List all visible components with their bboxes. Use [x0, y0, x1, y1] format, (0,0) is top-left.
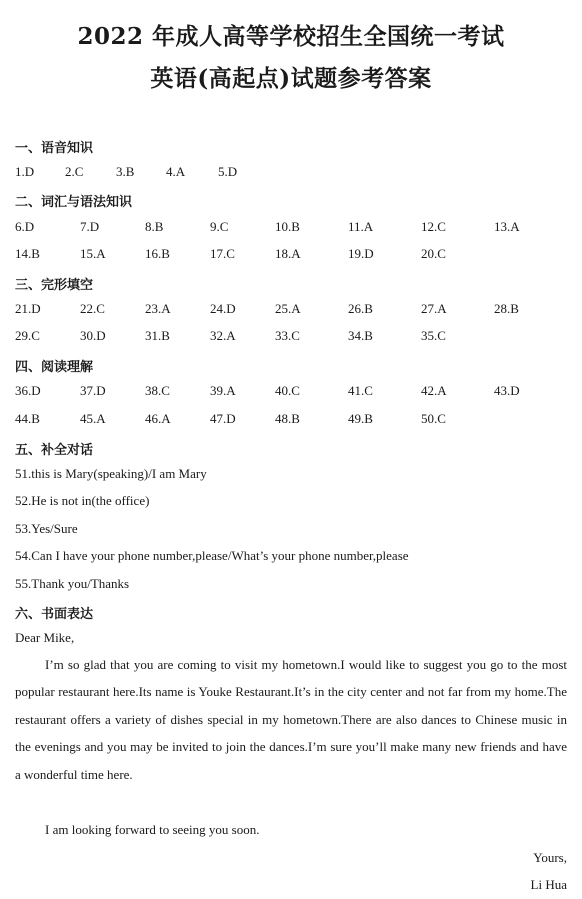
answer-item: 9.C [210, 219, 229, 234]
answer-item: 49.B [348, 411, 373, 426]
dialogue-answer-55: 55.Thank you/Thanks [15, 576, 130, 591]
page-subtitle: 英语(高起点)试题参考答案 [150, 65, 432, 92]
answer-item: 24.D [210, 301, 236, 316]
answer-item: 12.C [421, 219, 446, 234]
answer-item: 43.D [494, 383, 520, 398]
answer-item: 26.B [348, 301, 373, 316]
answer-item: 7.D [80, 219, 100, 234]
answer-item: 20.C [421, 246, 446, 261]
answer-item: 28.B [494, 301, 519, 316]
answer-item: 38.C [145, 383, 170, 398]
answer-item: 34.B [348, 328, 373, 343]
section-heading-vocabulary-grammar: 二、词汇与语法知识 [15, 195, 133, 210]
section-heading-reading: 四、阅读理解 [15, 360, 94, 375]
section-heading-phonetics: 一、语音知识 [15, 141, 94, 156]
answer-item: 6.D [15, 219, 35, 234]
answer-item: 46.A [145, 411, 171, 426]
letter-signature: Li Hua [530, 877, 567, 892]
dialogue-answer-54: 54.Can I have your phone number,please/What’s your phone number,please [15, 548, 409, 563]
answer-item: 23.A [145, 301, 171, 316]
answer-item: 44.B [15, 411, 40, 426]
answer-item: 21.D [15, 301, 41, 316]
answer-item: 10.B [275, 219, 300, 234]
answer-item: 35.C [421, 328, 446, 343]
answer-item: 41.C [348, 383, 373, 398]
answer-item: 30.D [80, 328, 106, 343]
dialogue-answer-53: 53.Yes/Sure [15, 521, 78, 536]
page-title: 2022 年成人高等学校招生全国统一考试 [77, 23, 505, 50]
answer-item: 32.A [210, 328, 236, 343]
answer-item: 50.C [421, 411, 446, 426]
answer-item: 8.B [145, 219, 164, 234]
section-heading-writing: 六、书面表达 [15, 607, 94, 622]
answer-item: 14.B [15, 246, 40, 261]
answer-item: 27.A [421, 301, 447, 316]
letter-body: I’m so glad that you are coming to visit my hometown.I would like to suggest you go to the most popular restaurant here.Its name is Youke Restaurant.It’s in the city center and not far from my home.The restaurant offers a variety of dishes special in my hometown.There are also dances to Chinese music in the evenings and you may be invited to join the dances.I’m sure you’ll make many new friends and have a wonderful time here. [15, 657, 567, 782]
dialogue-answer-52: 52.He is not in(the office) [15, 493, 150, 508]
answer-item: 45.A [80, 411, 106, 426]
answer-item: 36.D [15, 383, 41, 398]
answer-item: 19.D [348, 246, 374, 261]
answer-item: 18.A [275, 246, 301, 261]
letter-closing-line: I am looking forward to seeing you soon. [45, 822, 260, 837]
answer-item: 42.A [421, 383, 447, 398]
answer-item: 37.D [80, 383, 106, 398]
answer-item: 33.C [275, 328, 300, 343]
answer-item: 22.C [80, 301, 105, 316]
answer-item: 47.D [210, 411, 236, 426]
answer-item: 15.A [80, 246, 106, 261]
answer-item: 25.A [275, 301, 301, 316]
answer-item: 31.B [145, 328, 170, 343]
letter-greeting: Dear Mike, [15, 630, 75, 645]
answer-item: 5.D [218, 164, 238, 179]
section-heading-cloze: 三、完形填空 [15, 278, 94, 293]
answer-item: 40.C [275, 383, 300, 398]
answer-item: 1.D [15, 164, 35, 179]
dialogue-answer-51: 51.this is Mary(speaking)/I am Mary [15, 466, 207, 481]
section-heading-dialogue: 五、补全对话 [15, 443, 94, 458]
answer-item: 39.A [210, 383, 236, 398]
answer-item: 11.A [348, 219, 374, 234]
answer-item: 29.C [15, 328, 40, 343]
answer-item: 3.B [116, 164, 135, 179]
answer-item: 17.C [210, 246, 235, 261]
answer-item: 13.A [494, 219, 520, 234]
answer-item: 4.A [166, 164, 186, 179]
answer-item: 2.C [65, 164, 84, 179]
letter-signoff: Yours, [533, 850, 567, 865]
answer-item: 48.B [275, 411, 300, 426]
answer-item: 16.B [145, 246, 170, 261]
